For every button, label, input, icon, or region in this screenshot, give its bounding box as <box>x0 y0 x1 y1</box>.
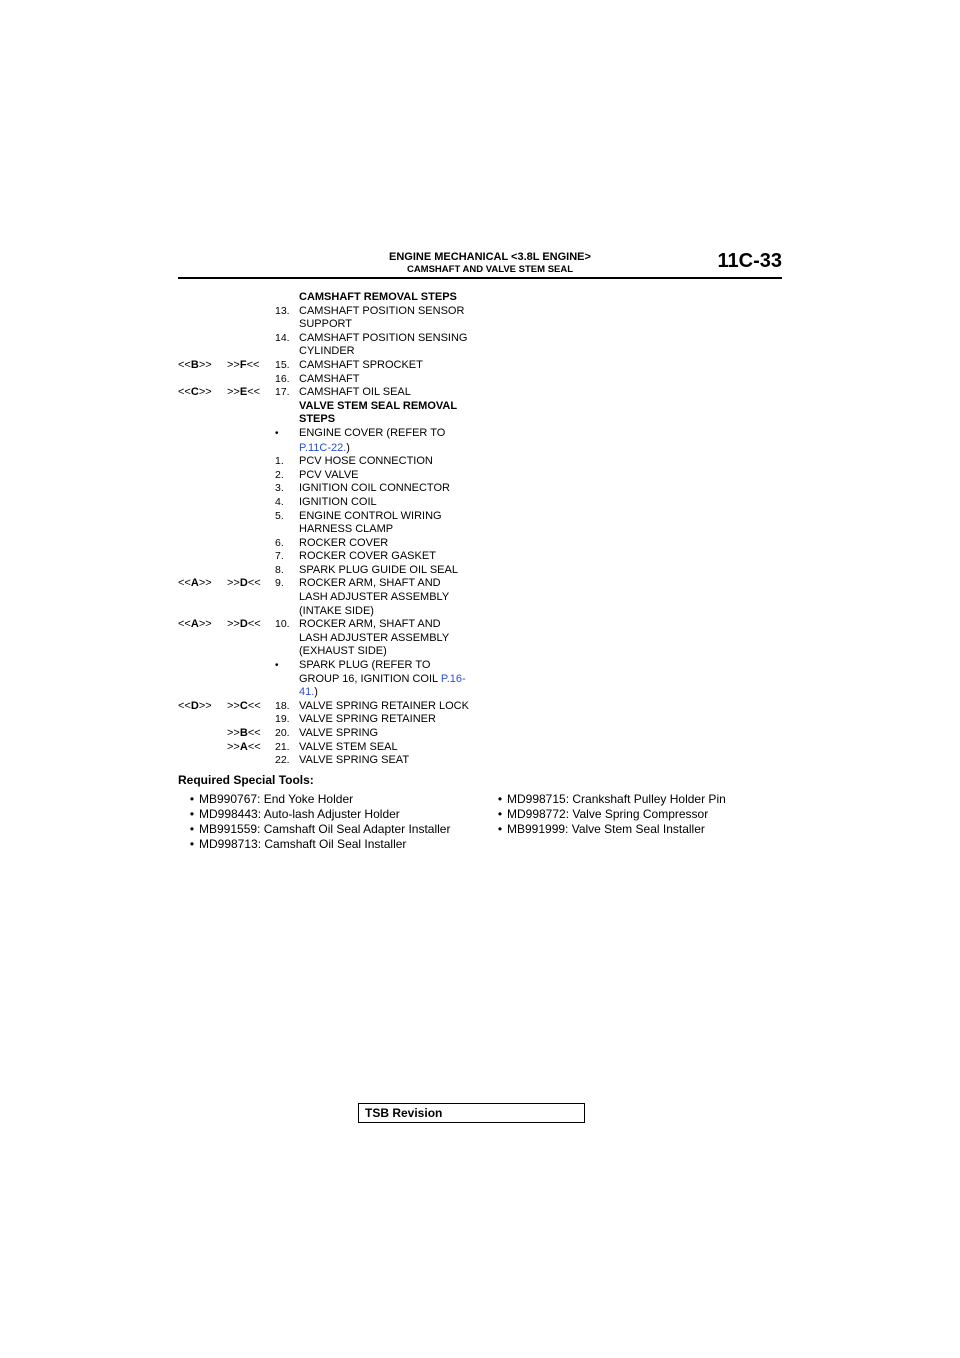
tool-item: • MB990767: End Yoke Holder <box>189 792 354 806</box>
step-19: 19. VALVE SPRING RETAINER <box>275 713 436 726</box>
reference-link[interactable]: P.11C-22. <box>299 441 347 454</box>
valve-stem-seal-heading: VALVE STEM SEAL REMOVAL <box>299 399 458 412</box>
step-spark-plug: • SPARK PLUG (REFER TO <box>275 659 431 672</box>
step-4: 4. IGNITION COIL <box>275 495 377 508</box>
step-15: <<B>> >>F<< 15. CAMSHAFT SPROCKET <box>178 358 423 371</box>
header-subtitle: CAMSHAFT AND VALVE STEM SEAL <box>406 264 574 275</box>
step-16: 16. CAMSHAFT <box>275 372 360 385</box>
header-rule <box>178 277 782 279</box>
reference-link[interactable]: P.16- <box>440 672 466 685</box>
tsb-revision-label: TSB Revision <box>365 1106 443 1120</box>
install-mark: >>F<< <box>227 358 260 371</box>
camshaft-removal-heading: CAMSHAFT REMOVAL STEPS <box>299 291 457 303</box>
step-13: 13. CAMSHAFT POSITION SENSOR <box>275 304 465 317</box>
reference-link[interactable]: 41. <box>299 686 315 699</box>
step-1: 1. PCV HOSE CONNECTION <box>275 455 433 468</box>
step-3: 3. IGNITION COIL CONNECTOR <box>275 482 450 495</box>
tool-item: • MB991999: Valve Stem Seal Installer <box>497 822 705 836</box>
step-22: 22. VALVE SPRING SEAT <box>275 754 410 767</box>
step-9: <<A>> >>D<< 9. ROCKER ARM, SHAFT AND <box>178 577 441 590</box>
step-7: 7. ROCKER COVER GASKET <box>275 550 436 563</box>
tool-item: • MD998443: Auto-lash Adjuster Holder <box>189 807 400 821</box>
required-tools-title: Required Special Tools: <box>178 773 314 787</box>
removal-mark: <<C>> <box>178 386 212 399</box>
step-10: <<A>> >>D<< 10. ROCKER ARM, SHAFT AND <box>178 618 441 631</box>
install-mark: >>B<< <box>227 727 261 739</box>
step-8: 8. SPARK PLUG GUIDE OIL SEAL <box>275 563 458 576</box>
tools-list-right <box>493 792 793 837</box>
step-engine-cover: • ENGINE COVER (REFER TO <box>275 426 446 439</box>
page-number: 11C-33 <box>717 250 782 272</box>
tool-item: • MD998772: Valve Spring Compressor <box>497 807 709 821</box>
step-21: >>A<< 21. VALVE STEM SEAL <box>227 740 398 753</box>
step-2: 2. PCV VALVE <box>275 468 359 481</box>
step-18: <<D>> >>C<< 18. VALVE SPRING RETAINER LOCK <box>178 699 469 712</box>
tools-list-left <box>185 792 485 852</box>
step-5: 5. ENGINE CONTROL WIRING <box>275 509 442 522</box>
step-17: <<C>> >>E<< 17. CAMSHAFT OIL SEAL <box>178 386 411 399</box>
step-14: 14. CAMSHAFT POSITION SENSING <box>275 331 468 344</box>
install-mark: >>A<< <box>227 740 261 753</box>
removal-steps-list: CAMSHAFT REMOVAL STEPS 13. CAMSHAFT POSITION SENSOR SUPPORT 14. CAMSHAFT POSITION SENSING CYLINDER <<B>> >>F<< 15. CAMSHAFT SPROCKET 16. CAMSHAFT <<C>> >>E<< 17. CAMSHAFT OIL SEAL VALVE STEM SEAL REMOVAL STEPS • ENGINE COVER (REFER TO P.11C-22.) 1. PCV HOSE CONNECTION 2. PCV VALVE 3. IGNITION COIL CONNECTOR 4. IGNITION COIL 5. ENGINE CONTROL WIRING HARNESS CLAMP 6. ROCKER COVER 7. ROCKER COVER GASKET 8. SPARK PLUG GUIDE OIL SEAL <<A>> >>D<< 9. ROCKER ARM, SHAFT AND LASH ADJUSTER ASSEMBLY (INTAKE SIDE) <<A>> >>D<< 10. ROCKER ARM, SHAFT AND LASH ADJUSTER ASSEMBLY (EXHAUST SIDE) • SPARK PLUG (REFER TO GROUP 16, IGNITION COIL P.16- 41.) <<D>> >>C<< 18. VALVE SPRING RETAINER LOCK 19. VALVE SPRING RETAINER >>B<< 20. VALVE SPRING >>A<< 21. VALVE STEM SEAL 22. VALVE SPRING SEAT <box>178 291 498 768</box>
tool-item: • MB991559: Camshaft Oil Seal Adapter Installer <box>189 822 451 836</box>
removal-mark: <<D>> <box>178 699 212 712</box>
install-mark: >>E<< <box>227 386 261 399</box>
step-6: 6. ROCKER COVER <box>275 536 389 549</box>
tsb-revision-box <box>358 1103 585 1123</box>
install-mark: >>D<< <box>227 577 261 590</box>
install-mark: >>C<< <box>227 699 261 712</box>
removal-mark: <<A>> <box>178 577 212 590</box>
tool-item: • MD998715: Crankshaft Pulley Holder Pin <box>497 792 726 806</box>
step-20: >>B<< 20. VALVE SPRING <box>227 727 379 739</box>
removal-mark: <<A>> <box>178 618 212 631</box>
install-mark: >>D<< <box>227 618 261 631</box>
header-title: ENGINE MECHANICAL <3.8L ENGINE> <box>389 251 591 263</box>
tool-item: • MD998713: Camshaft Oil Seal Installer <box>189 837 407 851</box>
removal-mark: <<B>> <box>178 358 212 371</box>
